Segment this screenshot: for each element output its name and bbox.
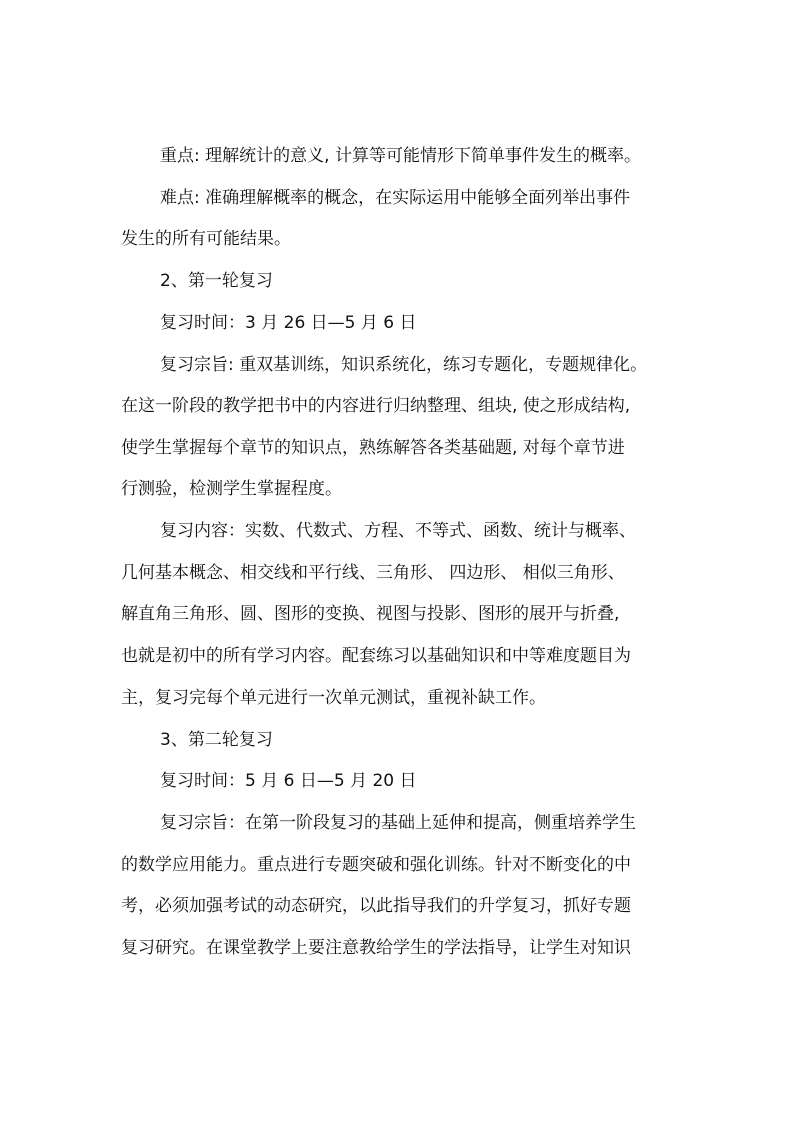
text-line xyxy=(0,264,794,298)
text-line xyxy=(0,931,794,965)
paragraph-line: 考，必须加强考试的动态研究，以此指导我们的升学复习，抓好专题 xyxy=(121,896,631,916)
key-point-line: 重点: 理解统计的意义, 计算等可能情形下简单事件发生的概率。 xyxy=(160,146,641,166)
text-line xyxy=(0,306,794,340)
text-line xyxy=(0,639,794,673)
paragraph-line: 主，复习完每个单元进行一次单元测试，重视补缺工作。 xyxy=(121,688,546,708)
text-line xyxy=(0,139,794,173)
paragraph-line: 解直角三角形、圆、图形的变换、视图与投影、图形的展开与折叠, xyxy=(121,604,620,624)
text-line xyxy=(0,806,794,840)
review-purpose-line: 复习宗旨: 重双基训练，知识系统化，练习专题化，专题规律化。 xyxy=(160,355,648,375)
text-line xyxy=(0,389,794,423)
section-heading-first-review: 2、第一轮复习 xyxy=(160,271,273,291)
text-line xyxy=(0,222,794,256)
difficulty-continuation-line: 发生的所有可能结果。 xyxy=(121,229,291,249)
review-time-line: 复习时间：3 月 26 日—5 月 6 日 xyxy=(160,313,417,333)
paragraph-line: 几何基本概念、相交线和平行线、三角形、 四边形、 相似三角形、 xyxy=(121,563,625,583)
section-heading-second-review: 3、第二轮复习 xyxy=(160,730,273,750)
text-line xyxy=(0,597,794,631)
text-line xyxy=(0,431,794,465)
text-line xyxy=(0,472,794,506)
text-line xyxy=(0,764,794,798)
paragraph-line: 也就是初中的所有学习内容。配套练习以基础知识和中等难度题目为 xyxy=(121,646,631,666)
paragraph-line: 的数学应用能力。重点进行专题突破和强化训练。针对不断变化的中 xyxy=(121,855,631,875)
text-line xyxy=(0,348,794,382)
paragraph-line: 复习研究。在课堂教学上要注意教给学生的学法指导，让学生对知识 xyxy=(121,938,631,958)
text-line xyxy=(0,514,794,548)
text-line xyxy=(0,556,794,590)
text-line xyxy=(0,889,794,923)
review-time-line: 复习时间：5 月 6 日—5 月 20 日 xyxy=(160,771,417,791)
review-purpose-line: 复习宗旨：在第一阶段复习的基础上延伸和提高，侧重培养学生 xyxy=(160,813,636,833)
text-line xyxy=(0,848,794,882)
paragraph-line: 使学生掌握每个章节的知识点，熟练解答各类基础题, 对每个章节进 xyxy=(121,438,625,458)
paragraph-line: 行测验，检测学生掌握程度。 xyxy=(121,479,342,499)
paragraph-line: 在这一阶段的教学把书中的内容进行归纳整理、组块, 使之形成结构, xyxy=(121,396,631,416)
review-content-line: 复习内容：实数、代数式、方程、不等式、函数、统计与概率、 xyxy=(160,521,636,541)
difficulty-line: 难点: 准确理解概率的概念，在实际运用中能够全面列举出事件 xyxy=(160,188,631,208)
text-line xyxy=(0,681,794,715)
text-line xyxy=(0,181,794,215)
text-line xyxy=(0,723,794,757)
